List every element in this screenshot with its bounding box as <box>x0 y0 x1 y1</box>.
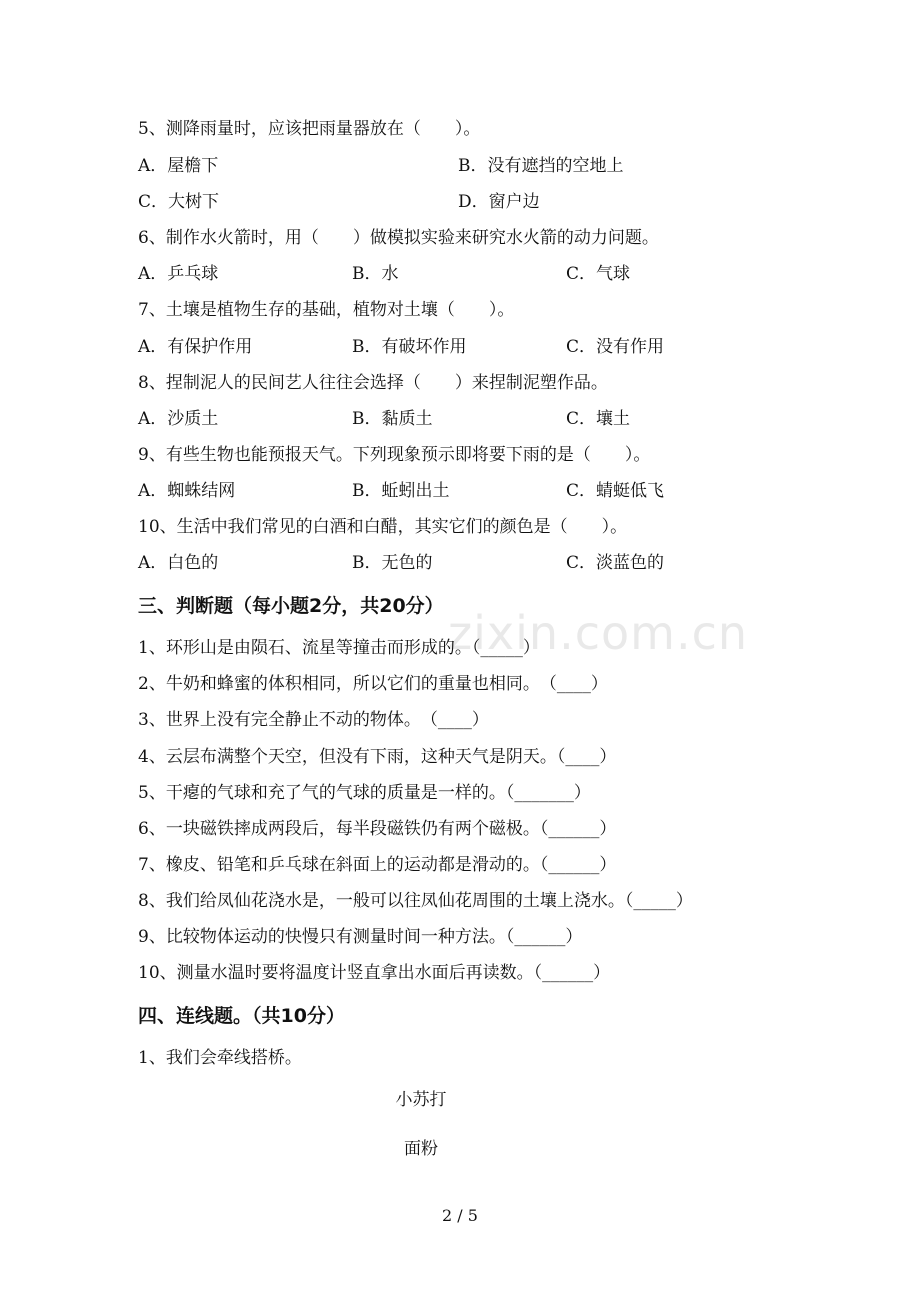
option-7a: A．有保护作用 <box>138 337 253 357</box>
option-9b: B．蚯蚓出土 <box>352 481 450 501</box>
judgment-item-4: 4、云层布满整个天空，但没有下雨，这种天气是阴天。（____） <box>138 747 617 767</box>
page-number: 2 / 5 <box>442 1206 478 1225</box>
question-10: 10、生活中我们常见的白酒和白醋，其实它们的颜色是（ ）。 <box>138 517 628 537</box>
judgment-item-3: 3、世界上没有完全静止不动的物体。 （____） <box>138 710 489 730</box>
option-5c: C．大树下 <box>138 192 220 212</box>
question-8: 8、捏制泥人的民间艺人往往会选择（ ）来捏制泥塑作品。 <box>138 373 608 393</box>
option-8b: B．黏质土 <box>352 409 433 429</box>
matching-question-1: 1、我们会牵线搭桥。 <box>138 1048 302 1068</box>
option-8c: C．壤土 <box>566 409 631 429</box>
matching-item-baking-soda: 小苏打 <box>395 1090 447 1110</box>
question-5: 5、测降雨量时，应该把雨量器放在（ ）。 <box>138 119 481 139</box>
judgment-item-5: 5、干瘪的气球和充了气的气球的质量是一样的。（_______） <box>138 783 591 803</box>
option-8a: A．沙质土 <box>138 409 219 429</box>
judgment-item-9: 9、比较物体运动的快慢只有测量时间一种方法。（______） <box>138 927 583 947</box>
option-6b: B．水 <box>352 264 399 284</box>
watermark: zixin.com.cn <box>448 606 749 660</box>
option-7b: B．有破坏作用 <box>352 337 467 357</box>
option-5b: B．没有遮挡的空地上 <box>458 156 624 176</box>
option-9c: C．蜻蜓低飞 <box>566 481 665 501</box>
matching-item-flour: 面粉 <box>404 1139 438 1159</box>
option-5a: A．屋檐下 <box>138 156 219 176</box>
option-6a: A．乒乓球 <box>138 264 219 284</box>
option-10c: C．淡蓝色的 <box>566 553 665 573</box>
judgment-item-1: 1、环形山是由陨石、流星等撞击而形成的。（_____） <box>138 638 540 658</box>
section-4-heading: 四、连线题。（共10分） <box>138 1005 345 1027</box>
option-10a: A．白色的 <box>138 553 219 573</box>
judgment-item-7: 7、橡皮、铅笔和乒乓球在斜面上的运动都是滑动的。（______） <box>138 855 617 875</box>
judgment-item-6: 6、一块磁铁摔成两段后，每半段磁铁仍有两个磁极。（______） <box>138 819 617 839</box>
question-7: 7、土壤是植物生存的基础，植物对土壤（ ）。 <box>138 300 515 320</box>
judgment-item-10: 10、测量水温时要将温度计竖直拿出水面后再读数。（______） <box>138 963 611 983</box>
option-10b: B．无色的 <box>352 553 433 573</box>
judgment-item-2: 2、牛奶和蜂蜜的体积相同，所以它们的重量也相同。 （____） <box>138 674 608 694</box>
question-6: 6、制作水火箭时，用（ ）做模拟实验来研究水火箭的动力问题。 <box>138 228 659 248</box>
judgment-item-8: 8、我们给凤仙花浇水是，一般可以往凤仙花周围的土壤上浇水。（_____） <box>138 891 693 911</box>
option-6c: C．气球 <box>566 264 631 284</box>
section-3-heading: 三、判断题（每小题2分，共20分） <box>138 595 444 617</box>
option-5d: D．窗户边 <box>458 192 540 212</box>
question-9: 9、有些生物也能预报天气。下列现象预示即将要下雨的是（ ）。 <box>138 445 651 465</box>
option-9a: A．蜘蛛结网 <box>138 481 236 501</box>
option-7c: C．没有作用 <box>566 337 665 357</box>
